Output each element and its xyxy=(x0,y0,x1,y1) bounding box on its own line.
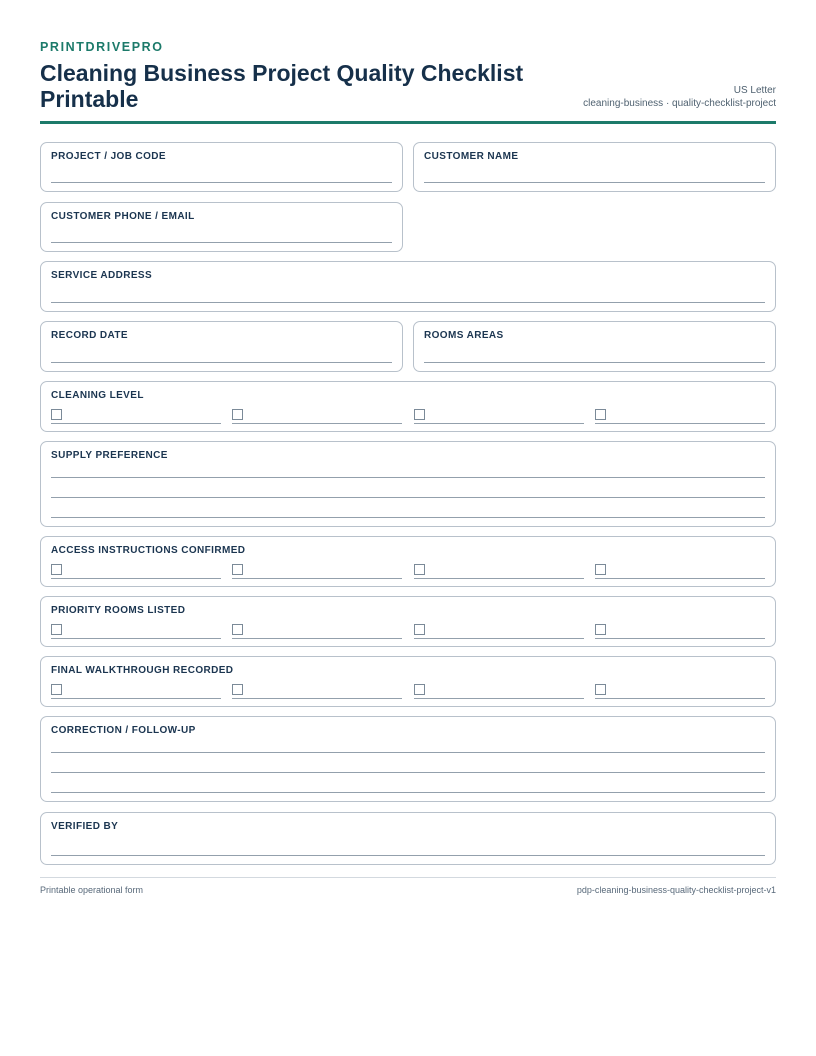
checkbox[interactable] xyxy=(414,624,425,635)
project-code-field xyxy=(40,142,403,192)
correction-line-3[interactable] xyxy=(51,792,765,793)
option-line[interactable] xyxy=(595,578,765,579)
field-label: CUSTOMER PHONE / EMAIL xyxy=(51,211,195,222)
option-line[interactable] xyxy=(414,638,584,639)
option-line[interactable] xyxy=(414,423,584,424)
option-line[interactable] xyxy=(51,423,221,424)
field-label: CUSTOMER NAME xyxy=(424,151,519,162)
option-line[interactable] xyxy=(51,578,221,579)
field-label: PROJECT / JOB CODE xyxy=(51,151,166,162)
checkbox-option xyxy=(595,623,765,639)
verified-by-field xyxy=(40,812,776,865)
service-address-field xyxy=(40,261,776,312)
checkbox[interactable] xyxy=(51,564,62,575)
checkbox[interactable] xyxy=(232,684,243,695)
field-label: PRIORITY ROOMS LISTED xyxy=(51,605,186,616)
header-row xyxy=(40,60,776,112)
field-label: SUPPLY PREFERENCE xyxy=(51,450,168,461)
field-label: FINAL WALKTHROUGH RECORDED xyxy=(51,665,234,676)
checkbox-option xyxy=(414,563,584,579)
option-line[interactable] xyxy=(595,698,765,699)
option-line[interactable] xyxy=(232,698,402,699)
supply-preference-line-3[interactable] xyxy=(51,517,765,518)
customer-contact-input[interactable] xyxy=(51,242,392,243)
field-label: ROOMS AREAS xyxy=(424,330,504,341)
checkbox[interactable] xyxy=(414,409,425,420)
field-label: CORRECTION / FOLLOW-UP xyxy=(51,725,196,736)
correction-line-1[interactable] xyxy=(51,752,765,753)
checkbox-group xyxy=(51,683,765,699)
supply-preference-field xyxy=(40,441,776,527)
checkbox-option xyxy=(595,563,765,579)
option-line[interactable] xyxy=(595,638,765,639)
customer-name-field xyxy=(413,142,776,192)
rooms-areas-input[interactable] xyxy=(424,362,765,363)
checkbox-group xyxy=(51,563,765,579)
brand-name: PRINTDRIVEPRO xyxy=(40,40,164,54)
option-line[interactable] xyxy=(232,638,402,639)
supply-preference-line-2[interactable] xyxy=(51,497,765,498)
cleaning-level-field xyxy=(40,381,776,432)
paper-size: US Letter xyxy=(733,85,776,96)
option-line[interactable] xyxy=(232,578,402,579)
checkbox[interactable] xyxy=(51,684,62,695)
option-line[interactable] xyxy=(51,638,221,639)
checkbox[interactable] xyxy=(232,409,243,420)
checkbox-option xyxy=(51,683,221,699)
field-label: CLEANING LEVEL xyxy=(51,390,144,401)
correction-line-2[interactable] xyxy=(51,772,765,773)
checkbox-option xyxy=(51,408,221,424)
footer-left: Printable operational form xyxy=(40,885,144,895)
record-date-input[interactable] xyxy=(51,362,392,363)
footer-divider xyxy=(40,877,776,878)
checkbox[interactable] xyxy=(414,564,425,575)
option-line[interactable] xyxy=(414,698,584,699)
field-label: SERVICE ADDRESS xyxy=(51,270,153,281)
checkbox[interactable] xyxy=(595,684,606,695)
checkbox[interactable] xyxy=(414,684,425,695)
checkbox[interactable] xyxy=(51,624,62,635)
field-label: VERIFIED BY xyxy=(51,821,119,832)
service-address-input[interactable] xyxy=(51,302,765,303)
field-label: ACCESS INSTRUCTIONS CONFIRMED xyxy=(51,545,246,556)
customer-name-input[interactable] xyxy=(424,182,765,183)
project-code-input[interactable] xyxy=(51,182,392,183)
checkbox-group xyxy=(51,623,765,639)
option-line[interactable] xyxy=(232,423,402,424)
checkbox-option xyxy=(232,623,402,639)
customer-contact-field xyxy=(40,202,403,252)
record-date-field xyxy=(40,321,403,372)
checkbox[interactable] xyxy=(232,624,243,635)
checkbox[interactable] xyxy=(232,564,243,575)
page-title: Cleaning Business Project Quality Checklist Printable xyxy=(40,60,524,112)
checkbox[interactable] xyxy=(595,409,606,420)
option-line[interactable] xyxy=(51,698,221,699)
final-walkthrough-field xyxy=(40,656,776,707)
supply-preference-line-1[interactable] xyxy=(51,477,765,478)
page-header xyxy=(40,40,776,124)
checkbox-option xyxy=(414,408,584,424)
option-line[interactable] xyxy=(595,423,765,424)
checkbox-option xyxy=(232,408,402,424)
checkbox[interactable] xyxy=(595,624,606,635)
checkbox[interactable] xyxy=(595,564,606,575)
rooms-areas-field xyxy=(413,321,776,372)
checkbox-option xyxy=(232,563,402,579)
checkbox-option xyxy=(414,683,584,699)
page-meta xyxy=(583,84,776,112)
checkbox-option xyxy=(232,683,402,699)
checkbox-option xyxy=(595,683,765,699)
header-divider xyxy=(40,121,776,124)
footer-right: pdp-cleaning-business-quality-checklist-project-v1 xyxy=(576,885,776,895)
access-instructions-field xyxy=(40,536,776,587)
form-tags: cleaning-business · quality-checklist-project xyxy=(583,98,776,109)
checkbox[interactable] xyxy=(51,409,62,420)
priority-rooms-field xyxy=(40,596,776,647)
checkbox-group xyxy=(51,408,765,424)
checkbox-option xyxy=(414,623,584,639)
correction-followup-field xyxy=(40,716,776,802)
option-line[interactable] xyxy=(414,578,584,579)
verified-by-input[interactable] xyxy=(51,855,765,856)
checkbox-option xyxy=(51,563,221,579)
checkbox-option xyxy=(51,623,221,639)
field-label: RECORD DATE xyxy=(51,330,128,341)
checkbox-option xyxy=(595,408,765,424)
